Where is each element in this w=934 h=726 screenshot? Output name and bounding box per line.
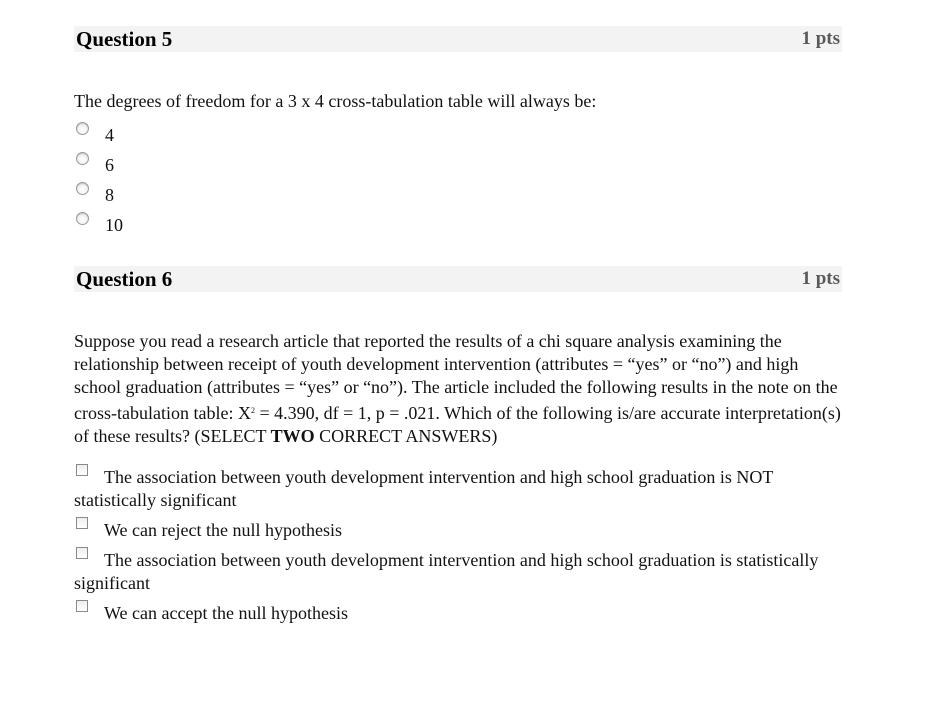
q5-option-3[interactable] xyxy=(74,180,842,210)
checkbox[interactable] xyxy=(76,547,88,559)
radio-button[interactable] xyxy=(76,182,89,195)
q5-option-1[interactable] xyxy=(74,120,842,150)
q5-option-2[interactable] xyxy=(74,150,842,180)
q6-option-4-label[interactable]: We can accept the null hypothesis xyxy=(104,603,348,623)
q6-option-2[interactable] xyxy=(74,519,842,542)
q6-option-2-label[interactable]: We can reject the null hypothesis xyxy=(104,520,342,540)
q6-option-1[interactable] xyxy=(74,466,842,512)
q6-option-4[interactable] xyxy=(74,602,842,625)
radio-button[interactable] xyxy=(76,152,89,165)
q5-option-4-label[interactable]: 10 xyxy=(105,215,123,235)
question-5-header xyxy=(74,26,842,52)
question-6-header xyxy=(74,266,842,292)
q5-option-1-label[interactable]: 4 xyxy=(105,125,114,145)
question-5-text: The degrees of freedom for a 3 x 4 cross-tabulation table will always be: xyxy=(74,91,597,111)
radio-button[interactable] xyxy=(76,122,89,135)
radio-button[interactable] xyxy=(76,212,89,225)
question-5 xyxy=(74,26,842,240)
question-6 xyxy=(74,266,842,632)
question-6-text-part1: Suppose you read a research article that reported the results of a chi square analysis examining the relationship between receipt of youth development intervention (attributes = “yes” or “no”) and high school graduation (attributes = “yes” or “no”). The article included the following results in the note on the cross-tabulation table: X xyxy=(74,331,838,423)
q6-option-1-label[interactable]: The association between youth development intervention and high school graduation is NOT statistically significant xyxy=(74,467,774,510)
q5-option-4[interactable] xyxy=(74,210,842,240)
question-6-emphasis: TWO xyxy=(270,426,315,446)
question-5-options xyxy=(74,120,842,240)
q6-option-3[interactable] xyxy=(74,549,842,595)
checkbox[interactable] xyxy=(76,464,88,476)
q6-option-3-label[interactable]: The association between youth development intervention and high school graduation is statistically significant xyxy=(74,550,819,593)
q5-option-3-label[interactable]: 8 xyxy=(105,185,114,205)
question-6-options xyxy=(74,466,842,625)
question-6-text-part2: = 4.390, df = 1, p = .021. Which of the following is/are accurate interpretation(s) of these results? (SELECT xyxy=(74,403,841,446)
superscript-2: 2 xyxy=(250,406,255,415)
question-5-points: 1 pts xyxy=(801,28,840,49)
question-6-text-part3: CORRECT ANSWERS) xyxy=(314,426,498,446)
question-6-points: 1 pts xyxy=(801,268,840,289)
q5-option-2-label[interactable]: 6 xyxy=(105,155,114,175)
checkbox[interactable] xyxy=(76,600,88,612)
question-6-title: Question 6 xyxy=(76,266,173,291)
question-5-title: Question 5 xyxy=(76,26,173,51)
checkbox[interactable] xyxy=(76,517,88,529)
question-6-text xyxy=(74,330,842,448)
